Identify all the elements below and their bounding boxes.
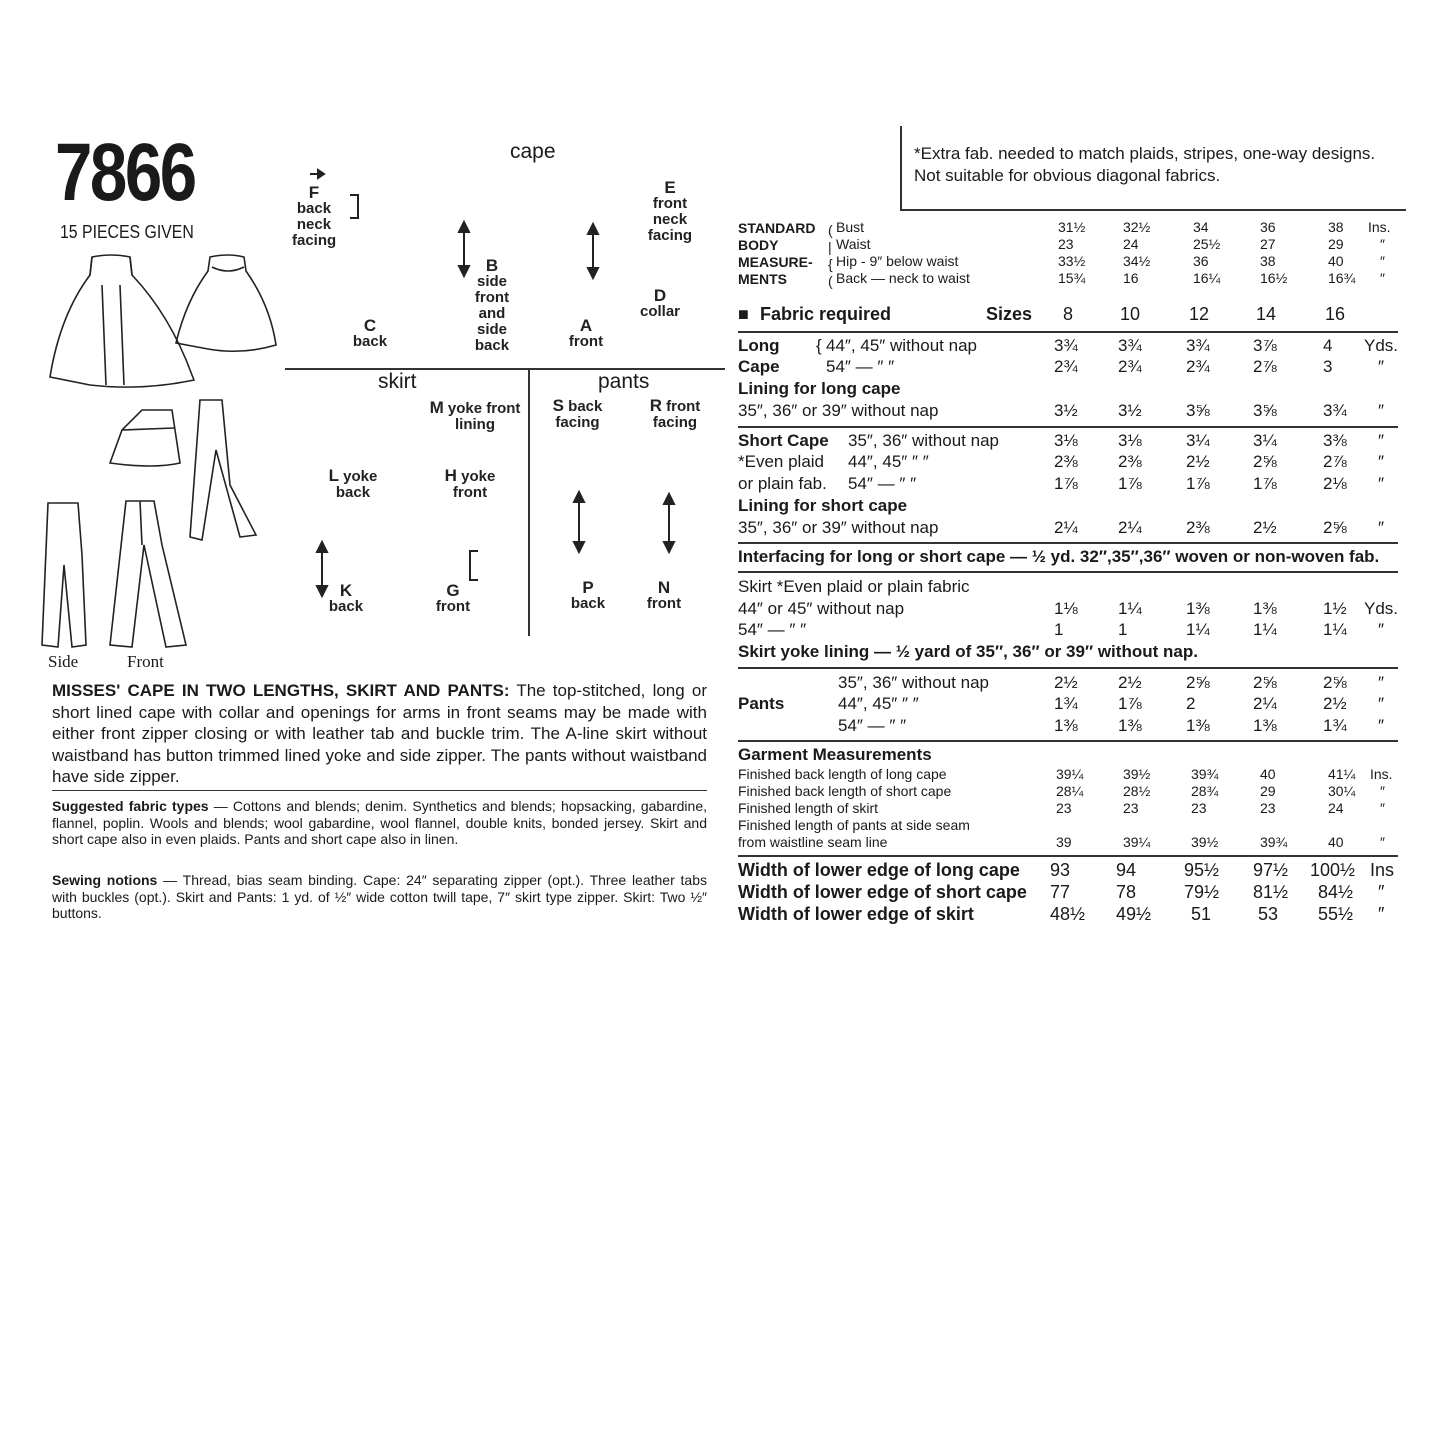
- divider: [738, 426, 1398, 428]
- piece-F: F back neck facing: [292, 183, 337, 249]
- description-heading: MISSES' CAPE IN TWO LENGTHS, SKIRT AND PANTS:: [52, 681, 510, 700]
- piece-H: H yoke front: [444, 466, 496, 501]
- divider: [738, 740, 1398, 742]
- note-border: [900, 209, 1406, 211]
- piece-C: C back: [352, 316, 388, 350]
- brace: ( | { (: [828, 222, 833, 289]
- pieces-given: 15 PIECES GIVEN: [60, 222, 194, 242]
- divider: [738, 667, 1398, 669]
- piece-M: M yoke front lining: [429, 398, 521, 433]
- note-line-2: Not suitable for obvious diagonal fabrics.: [914, 166, 1221, 185]
- piece-S: S back facing: [552, 396, 603, 431]
- divider: [738, 855, 1398, 857]
- piece-R: R front facing: [649, 396, 701, 431]
- piece-P: P back: [570, 578, 606, 612]
- pattern-number: 7866: [55, 127, 195, 218]
- piece-K: K back: [328, 581, 364, 615]
- view-label-front: Front: [127, 652, 164, 671]
- divider: [738, 542, 1398, 544]
- divider: [52, 790, 707, 791]
- piece-L: L yoke back: [328, 466, 378, 501]
- sewing-notions: Sewing notions — Thread, bias seam binding. Cape: 24″ separating zipper (opt.). Three leather tabs with buckles (opt.). Skirt and Pants: 1 yd. of ½″ wide cotton twill tape, 7″ skirt type zipper. Skirt: Two ½″ buttons.: [52, 872, 707, 921]
- cape-title: cape: [510, 140, 556, 163]
- skirt-title: skirt: [378, 370, 417, 393]
- piece-G: G front: [435, 581, 471, 615]
- piece-N: N front: [646, 578, 682, 612]
- divider: [738, 571, 1398, 573]
- pattern-description: [52, 680, 707, 788]
- piece-B: B side front and side back: [474, 256, 510, 354]
- note-line-1: *Extra fab. needed to match plaids, stripes, one-way designs.: [914, 144, 1376, 163]
- garment-sketches: [30, 245, 280, 665]
- description-body: The top-stitched, long or short lined cape with collar and openings for arms in front seams may be made with either front zipper closing or with leather tab and buckle trim. The A-line skirt without waistband has button trimmed lined yoke and side zipper. The pants without waistband have side zipper.: [52, 681, 707, 786]
- fabric-types: Suggested fabric types — Cottons and blends; denim. Synthetics and blends; hopsacking, gabardine, flannel, poplin. Wools and blends; wool gabardine, wool flannel, double knits, bonded jersey. Skirt and short cape also in even plaids. Pants and short cape also in linen.: [52, 798, 707, 847]
- piece-E: E front neck facing: [647, 178, 693, 244]
- piece-D: D collar: [639, 286, 681, 320]
- note-border: [900, 126, 902, 210]
- pants-title: pants: [598, 370, 650, 393]
- piece-A: A front: [568, 316, 604, 350]
- view-label-side: Side: [48, 652, 79, 671]
- divider: [738, 331, 1398, 333]
- body-measurements-label: STANDARD BODY MEASURE- MENTS: [738, 220, 816, 287]
